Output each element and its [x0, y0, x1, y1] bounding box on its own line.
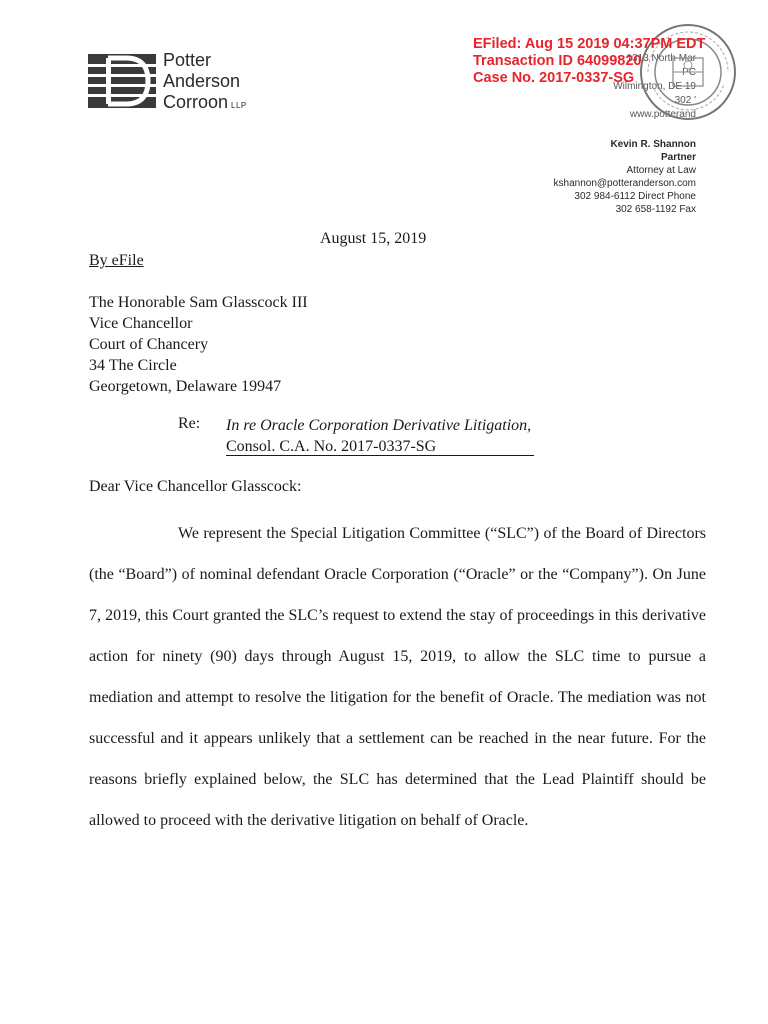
efile-stamp [473, 36, 705, 87]
addressee-line: 34 The Circle [89, 357, 177, 374]
firm-name-line: Potter [163, 50, 212, 70]
address-line: Wilmington, DE 19 [613, 81, 696, 92]
case-number: Consol. C.A. No. 2017-0337-SG [226, 438, 534, 456]
firm-name-line: Corroon [163, 92, 229, 112]
address-line: PC [682, 67, 696, 78]
attorney-block [554, 138, 696, 216]
firm-name-line: Anderson [163, 71, 241, 91]
attorney-role: Attorney at Law [626, 165, 696, 176]
address-line: 302 ' [674, 95, 696, 106]
delivery-method: By eFile [89, 252, 144, 269]
addressee-line: Vice Chancellor [89, 315, 193, 332]
attorney-name: Kevin R. Shannon [610, 139, 696, 150]
body-paragraph: We represent the Special Litigation Committee (“SLC”) of the Board of Directors (the “Board”) of nominal defendant Oracle Corporation (“Oracle” or the “Company”). On June 7, 2019, this Court granted the SLC’s request to extend the stay of proceedings in this derivative action for ninety (90) days through August 15, 2019, to allow the SLC time to pursue a mediation and attempt to resolve the litigation for the benefit of Oracle. The mediation was not successful and it appears unlikely that a settlement can be reached in the near future. For the reasons briefly explained below, the SLC has determined that the Lead Plaintiff should be allowed to proceed with the derivative litigation on behalf of Oracle. [89, 525, 706, 829]
attorney-phone: 302 984-6112 Direct Phone [574, 191, 696, 202]
address-line: www.potterand [629, 109, 696, 120]
case-title: In re Oracle Corporation Derivative Litigation, [226, 417, 532, 434]
attorney-title: Partner [660, 152, 696, 163]
efile-transaction-id: Transaction ID 64099820 [473, 53, 642, 69]
address-line: 1313 North Mar [626, 53, 696, 64]
letter-date: August 15, 2019 [320, 230, 427, 247]
addressee-line: Court of Chancery [89, 336, 209, 353]
salutation: Dear Vice Chancellor Glasscock: [89, 478, 302, 495]
attorney-fax: 302 658-1192 Fax [615, 204, 696, 215]
attorney-email: kshannon@potteranderson.com [553, 178, 696, 189]
firm-suffix: LLP [231, 101, 247, 110]
firm-logo-icon [88, 54, 156, 108]
re-subject [226, 415, 534, 457]
addressee-line: The Honorable Sam Glasscock III [89, 294, 308, 311]
addressee-line: Georgetown, Delaware 19947 [89, 378, 282, 395]
efile-case-number: Case No. 2017-0337-SG [473, 70, 635, 86]
re-label: Re: [178, 415, 201, 432]
addressee-block [89, 292, 308, 397]
efile-stamp-line: EFiled: Aug 15 2019 04:37PM EDT [473, 36, 706, 52]
firm-name [163, 50, 247, 116]
